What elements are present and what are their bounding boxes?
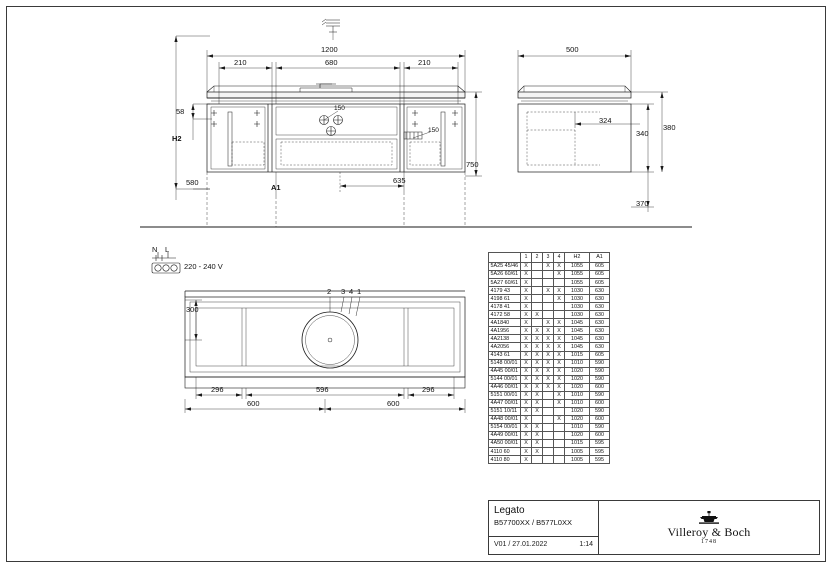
cell-code: 4A2056 — [489, 343, 521, 351]
cell-code: 4172 58 — [489, 311, 521, 319]
cell-h2: 1045 — [565, 335, 590, 343]
label-a1-front: A1 — [271, 183, 281, 192]
cell-h2: 1020 — [565, 431, 590, 439]
table-header-2: 2 — [532, 253, 543, 263]
cell-col4: X — [554, 343, 565, 351]
table-row — [489, 383, 610, 391]
title-block-left — [489, 501, 599, 554]
table-row — [489, 303, 610, 311]
cell-a1: 605 — [589, 263, 609, 271]
cell-col4: X — [554, 399, 565, 407]
table-header-code — [489, 253, 521, 263]
cell-a1: 600 — [589, 431, 609, 439]
callout-2: 2 — [327, 287, 332, 296]
brand-logo — [668, 511, 751, 545]
cell-col1: X — [521, 303, 532, 311]
cell-h2: 1030 — [565, 311, 590, 319]
cell-col1: X — [521, 431, 532, 439]
product-code: B57700XX / B577L0XX — [494, 518, 572, 527]
cell-h2: 1010 — [565, 391, 590, 399]
cell-h2: 1030 — [565, 295, 590, 303]
cell-h2: 1015 — [565, 351, 590, 359]
cell-col3 — [543, 448, 554, 456]
table-row — [489, 367, 610, 375]
cell-col3: X — [543, 343, 554, 351]
cell-a1: 590 — [589, 367, 609, 375]
dim-offset-300: 300 — [186, 305, 199, 314]
cell-col1: X — [521, 327, 532, 335]
table-row — [489, 295, 610, 303]
cell-col3 — [543, 271, 554, 279]
cell-h2: 1005 — [565, 448, 590, 456]
callout-4: 4 — [349, 287, 354, 296]
table-header-4: 4 — [554, 253, 565, 263]
cell-col4 — [554, 456, 565, 464]
cell-col2: X — [532, 375, 543, 383]
cell-col4: X — [554, 351, 565, 359]
cell-code: 5A27 60/61 — [489, 279, 521, 287]
cell-code: 5151 00/01 — [489, 391, 521, 399]
table-row — [489, 351, 610, 359]
dim-center-596: 596 — [316, 385, 329, 394]
cell-col1: X — [521, 319, 532, 327]
cell-col3 — [543, 415, 554, 423]
table-row — [489, 335, 610, 343]
cell-col1: X — [521, 448, 532, 456]
dim-right-door: 210 — [418, 58, 431, 67]
cell-code: 4A1840 — [489, 319, 521, 327]
dim-right-296: 296 — [422, 385, 435, 394]
cell-col2: X — [532, 448, 543, 456]
cell-col4: X — [554, 415, 565, 423]
cell-a1: 630 — [589, 287, 609, 295]
cell-col3: X — [543, 327, 554, 335]
cell-col2 — [532, 279, 543, 287]
cell-col1: X — [521, 279, 532, 287]
cell-h2: 1020 — [565, 375, 590, 383]
cell-col4 — [554, 440, 565, 448]
cell-col1: X — [521, 399, 532, 407]
table-row — [489, 407, 610, 415]
cell-code: 4A1956 — [489, 327, 521, 335]
cell-code: 5A26 60/61 — [489, 271, 521, 279]
drawing-scale: 1:14 — [579, 541, 593, 548]
brand-block — [599, 501, 819, 554]
cell-code: 4A45 00/01 — [489, 367, 521, 375]
cell-col3 — [543, 423, 554, 431]
cell-col4 — [554, 448, 565, 456]
cell-h2: 1020 — [565, 415, 590, 423]
cell-code: 4143 61 — [489, 351, 521, 359]
cell-code: 4A46 00/01 — [489, 383, 521, 391]
table-row — [489, 359, 610, 367]
cell-a1: 600 — [589, 399, 609, 407]
cell-a1: 590 — [589, 423, 609, 431]
dim-h2-label: H2 — [172, 134, 182, 143]
dim-depth-500: 500 — [566, 45, 579, 54]
cell-col4: X — [554, 335, 565, 343]
cell-col2: X — [532, 311, 543, 319]
cell-col4: X — [554, 327, 565, 335]
table-row — [489, 456, 610, 464]
cell-col2: X — [532, 423, 543, 431]
label-voltage: 220 - 240 V — [184, 262, 223, 271]
cell-a1: 630 — [589, 303, 609, 311]
cell-col1: X — [521, 351, 532, 359]
cell-col3: X — [543, 351, 554, 359]
dim-basin-150: 150 — [334, 105, 345, 112]
cell-col2: X — [532, 383, 543, 391]
cell-a1: 595 — [589, 456, 609, 464]
revision-row — [489, 536, 598, 554]
cell-code: 4110 60 — [489, 448, 521, 456]
cell-col3: X — [543, 367, 554, 375]
cell-col1: X — [521, 295, 532, 303]
cell-col4: X — [554, 319, 565, 327]
cell-col4: X — [554, 271, 565, 279]
cell-col3 — [543, 456, 554, 464]
cell-h2: 1020 — [565, 367, 590, 375]
cell-col2 — [532, 287, 543, 295]
table-row — [489, 287, 610, 295]
cell-col4: X — [554, 359, 565, 367]
table-header-3: 3 — [543, 253, 554, 263]
crown-icon — [696, 511, 722, 525]
dim-left-door: 210 — [234, 58, 247, 67]
cell-col3 — [543, 431, 554, 439]
cell-col3: X — [543, 383, 554, 391]
cell-a1: 605 — [589, 351, 609, 359]
cell-a1: 630 — [589, 343, 609, 351]
table-header-row — [489, 253, 610, 263]
cell-a1: 590 — [589, 391, 609, 399]
cell-col4 — [554, 303, 565, 311]
cell-col4 — [554, 279, 565, 287]
table-header-h2: H2 — [565, 253, 590, 263]
table-row — [489, 311, 610, 319]
dim-height-750: 750 — [466, 160, 479, 169]
dim-center-width: 680 — [325, 58, 338, 67]
cell-col2: X — [532, 440, 543, 448]
brand-year: 1748 — [701, 538, 717, 545]
variant-table — [488, 252, 610, 464]
table-row — [489, 343, 610, 351]
cell-a1: 600 — [589, 415, 609, 423]
cell-col1: X — [521, 367, 532, 375]
cell-h2: 1005 — [565, 456, 590, 464]
table-row — [489, 391, 610, 399]
cell-col1: X — [521, 263, 532, 271]
dim-left-296: 296 — [211, 385, 224, 394]
cell-col1: X — [521, 343, 532, 351]
label-neutral: N — [152, 245, 158, 254]
cell-col3 — [543, 407, 554, 415]
cell-h2: 1030 — [565, 303, 590, 311]
cell-h2: 1055 — [565, 263, 590, 271]
table-row — [489, 271, 610, 279]
cell-col2: X — [532, 391, 543, 399]
cell-col4 — [554, 407, 565, 415]
cell-col1: X — [521, 407, 532, 415]
cell-code: 4178 41 — [489, 303, 521, 311]
dim-height-380: 380 — [663, 123, 676, 132]
cell-col3 — [543, 303, 554, 311]
cell-col4: X — [554, 391, 565, 399]
cell-col2 — [532, 415, 543, 423]
table-row — [489, 399, 610, 407]
cell-h2: 1030 — [565, 287, 590, 295]
cell-col4 — [554, 431, 565, 439]
product-name: Legato — [494, 505, 525, 516]
dim-height-580: 580 — [186, 178, 199, 187]
cell-h2: 1045 — [565, 343, 590, 351]
cell-col3 — [543, 279, 554, 287]
cell-code: 4A49 00/01 — [489, 431, 521, 439]
dim-depth-324: 324 — [599, 116, 612, 125]
cell-code: 4198 61 — [489, 295, 521, 303]
table-row — [489, 319, 610, 327]
dim-total-width: 1200 — [321, 45, 338, 54]
cell-col4 — [554, 311, 565, 319]
cell-col2 — [532, 271, 543, 279]
cell-col2: X — [532, 327, 543, 335]
cell-col2: X — [532, 351, 543, 359]
cell-col3 — [543, 399, 554, 407]
cell-a1: 590 — [589, 375, 609, 383]
cell-col3: X — [543, 335, 554, 343]
cell-a1: 630 — [589, 327, 609, 335]
cell-h2: 1055 — [565, 279, 590, 287]
cell-col1: X — [521, 271, 532, 279]
cell-a1: 590 — [589, 407, 609, 415]
table-row — [489, 279, 610, 287]
table-row — [489, 440, 610, 448]
cell-col1: X — [521, 311, 532, 319]
cell-code: 4A2138 — [489, 335, 521, 343]
cell-code: 4A47 00/01 — [489, 399, 521, 407]
cell-code: 5A25 45/46 — [489, 263, 521, 271]
cell-a1: 605 — [589, 271, 609, 279]
cell-h2: 1010 — [565, 359, 590, 367]
cell-code: 5144 00/01 — [489, 375, 521, 383]
cell-a1: 630 — [589, 295, 609, 303]
cell-col1: X — [521, 423, 532, 431]
cell-col2 — [532, 456, 543, 464]
cell-col2: X — [532, 359, 543, 367]
cell-a1: 595 — [589, 448, 609, 456]
callout-1: 1 — [357, 287, 362, 296]
cell-h2: 1015 — [565, 440, 590, 448]
cell-h2: 1045 — [565, 327, 590, 335]
title-block — [488, 500, 820, 555]
cell-col2: X — [532, 335, 543, 343]
cell-col2 — [532, 295, 543, 303]
cell-col1: X — [521, 440, 532, 448]
cell-col3: X — [543, 287, 554, 295]
cell-col3: X — [543, 359, 554, 367]
cell-col2: X — [532, 343, 543, 351]
cell-code: 4179 43 — [489, 287, 521, 295]
table-row — [489, 423, 610, 431]
cell-col2 — [532, 263, 543, 271]
cell-a1: 605 — [589, 279, 609, 287]
cell-a1: 630 — [589, 311, 609, 319]
cell-col4: X — [554, 287, 565, 295]
cell-col3: X — [543, 375, 554, 383]
cell-col4: X — [554, 263, 565, 271]
crown-icon-svg — [696, 511, 722, 525]
cell-code: 4110 80 — [489, 456, 521, 464]
cell-h2: 1020 — [565, 407, 590, 415]
cell-col3 — [543, 295, 554, 303]
cell-col1: X — [521, 383, 532, 391]
dim-right-600: 600 — [387, 399, 400, 408]
cell-col2 — [532, 319, 543, 327]
cell-col4: X — [554, 383, 565, 391]
cell-col2: X — [532, 407, 543, 415]
label-live: L — [165, 245, 170, 254]
cell-h2: 1045 — [565, 319, 590, 327]
cell-h2: 1020 — [565, 383, 590, 391]
cell-code: 4A50 00/01 — [489, 440, 521, 448]
cell-col3 — [543, 391, 554, 399]
table-row — [489, 415, 610, 423]
cell-col4: X — [554, 375, 565, 383]
cell-code: 5154 00/01 — [489, 423, 521, 431]
dim-height-58: 58 — [176, 107, 185, 116]
cell-code: 4A48 00/01 — [489, 415, 521, 423]
dim-height-340: 340 — [636, 129, 649, 138]
cell-col2: X — [532, 367, 543, 375]
cell-col1: X — [521, 359, 532, 367]
cell-col1: X — [521, 391, 532, 399]
cell-col4: X — [554, 295, 565, 303]
cell-h2: 1010 — [565, 423, 590, 431]
cell-col3: X — [543, 263, 554, 271]
callout-3: 3 — [341, 287, 346, 296]
cell-col3 — [543, 311, 554, 319]
cell-col2 — [532, 303, 543, 311]
cell-col3 — [543, 440, 554, 448]
cell-col2: X — [532, 431, 543, 439]
cell-col2: X — [532, 399, 543, 407]
brand-name: Villeroy & Boch — [667, 524, 751, 539]
cell-a1: 590 — [589, 359, 609, 367]
cell-col1: X — [521, 415, 532, 423]
cell-code: 5151 10/11 — [489, 407, 521, 415]
cell-col1: X — [521, 456, 532, 464]
product-info — [489, 501, 598, 536]
cell-code: 5148 00/01 — [489, 359, 521, 367]
table-row — [489, 431, 610, 439]
dim-basin-150b: 150 — [428, 127, 439, 134]
cell-a1: 600 — [589, 383, 609, 391]
cell-a1: 595 — [589, 440, 609, 448]
cell-h2: 1055 — [565, 271, 590, 279]
cell-col1: X — [521, 287, 532, 295]
dim-inner-635: 635 — [393, 176, 406, 185]
table-row — [489, 375, 610, 383]
table-header-a1: A1 — [589, 253, 609, 263]
table-row — [489, 263, 610, 271]
table-row — [489, 448, 610, 456]
cell-col1: X — [521, 335, 532, 343]
cell-col3: X — [543, 319, 554, 327]
cell-col1: X — [521, 375, 532, 383]
dim-left-600: 600 — [247, 399, 260, 408]
cell-col4 — [554, 423, 565, 431]
cell-a1: 630 — [589, 335, 609, 343]
revision-date: V01 / 27.01.2022 — [494, 541, 548, 548]
cell-a1: 630 — [589, 319, 609, 327]
table-row — [489, 327, 610, 335]
table-header-1: 1 — [521, 253, 532, 263]
dim-height-370: 370 — [636, 199, 649, 208]
cell-col4: X — [554, 367, 565, 375]
cell-h2: 1010 — [565, 399, 590, 407]
